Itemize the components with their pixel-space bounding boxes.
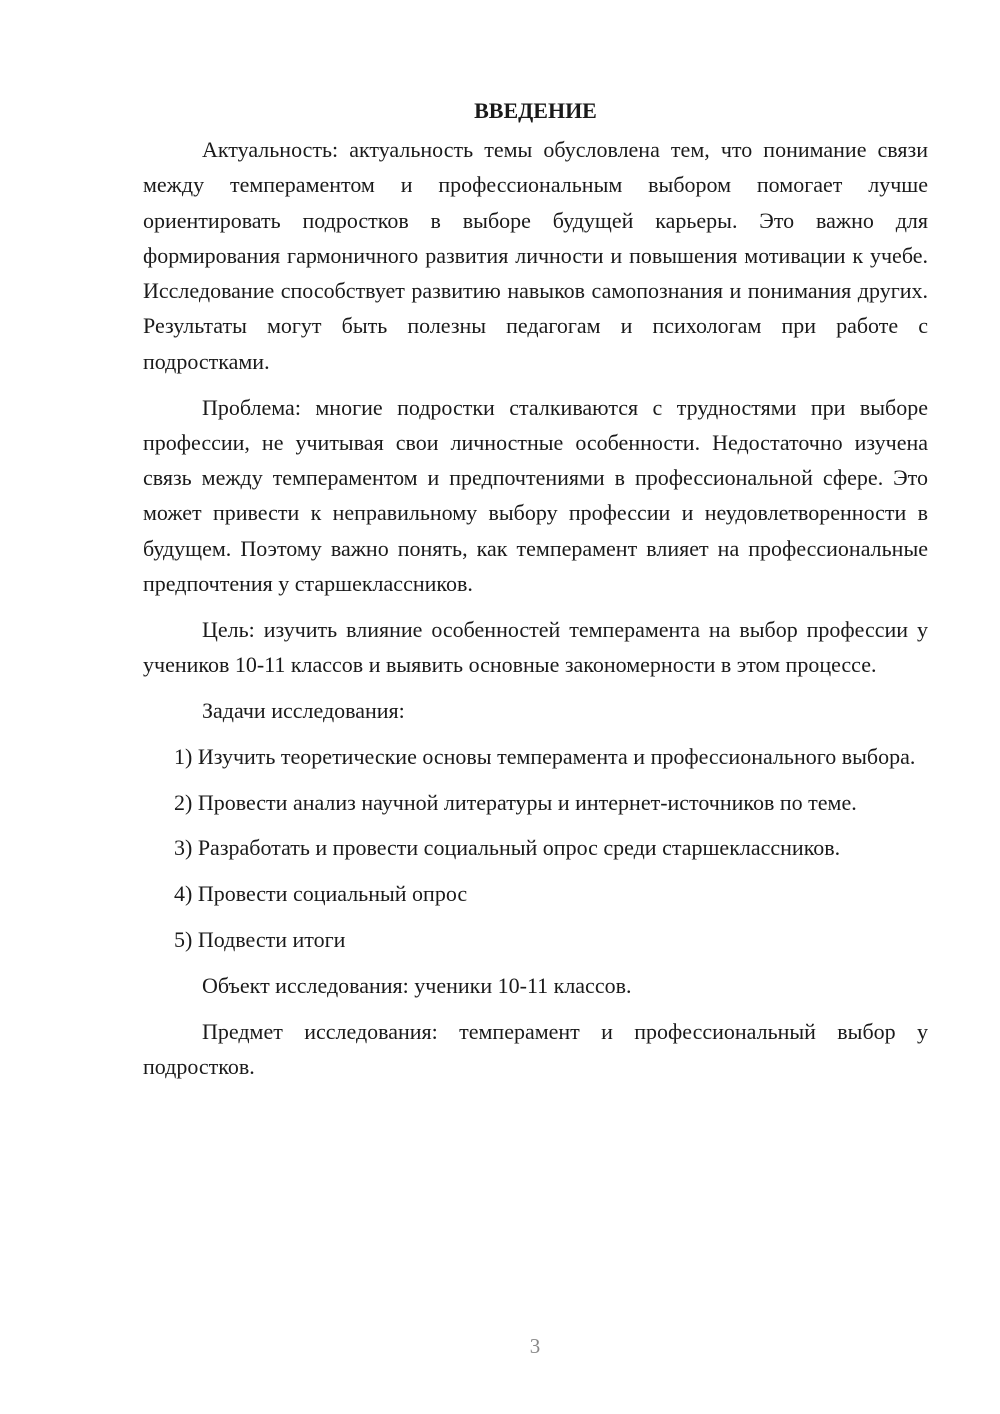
- section-title: ВВЕДЕНИЕ: [474, 98, 597, 123]
- page-number: 3: [529, 1334, 541, 1358]
- task-item: 3) Разработать и провести социальный опрос среди старшеклассников.: [174, 835, 841, 861]
- goal-paragraph: Цель: изучить влияние особенностей темперамента на выбор профессии у учеников 10-11 классов и выявить основные закономерности в этом процессе.: [143, 616, 928, 678]
- subject-paragraph: Предмет исследования: темперамент и профессиональный выбор у подростков.: [143, 1018, 928, 1079]
- task-item: 5) Подвести итоги: [174, 926, 346, 952]
- relevance-paragraph: Актуальность: актуальность темы обусловлена тем, что понимание связи между темпераментом и профессиональным выбором помогает лучше ориентировать подростков в выборе будущей карьеры. Это важно для формирования гармоничного развития личности и повышения мотивации к учебе. Исследование способствует развитию навыков самопознания и понимания других. Результаты могут быть полезны педагогам и психологам при работе с подростками.: [143, 137, 928, 374]
- task-item: 2) Провести анализ научной литературы и интернет-источников по теме.: [174, 789, 857, 815]
- problem-paragraph: Проблема: многие подростки сталкиваются с трудностями при выборе профессии, не учитывая свои личностные особенности. Недостаточно изучена связь между темпераментом и предпочтениями в профессиональной сфере. Это может привести к неправильному выбору профессии и неудовлетворенности в будущем. Поэтому важно понять, как темперамент влияет на профессиональные предпочтения у старшеклассников.: [143, 394, 928, 597]
- tasks-heading: Задачи исследования:: [202, 697, 405, 723]
- page-content: [143, 93, 928, 1095]
- task-item: 1) Изучить теоретические основы темперамента и профессионального выбора.: [174, 743, 916, 769]
- task-item: 4) Провести социальный опрос: [174, 881, 468, 907]
- object-paragraph: Объект исследования: ученики 10-11 классов.: [202, 972, 632, 998]
